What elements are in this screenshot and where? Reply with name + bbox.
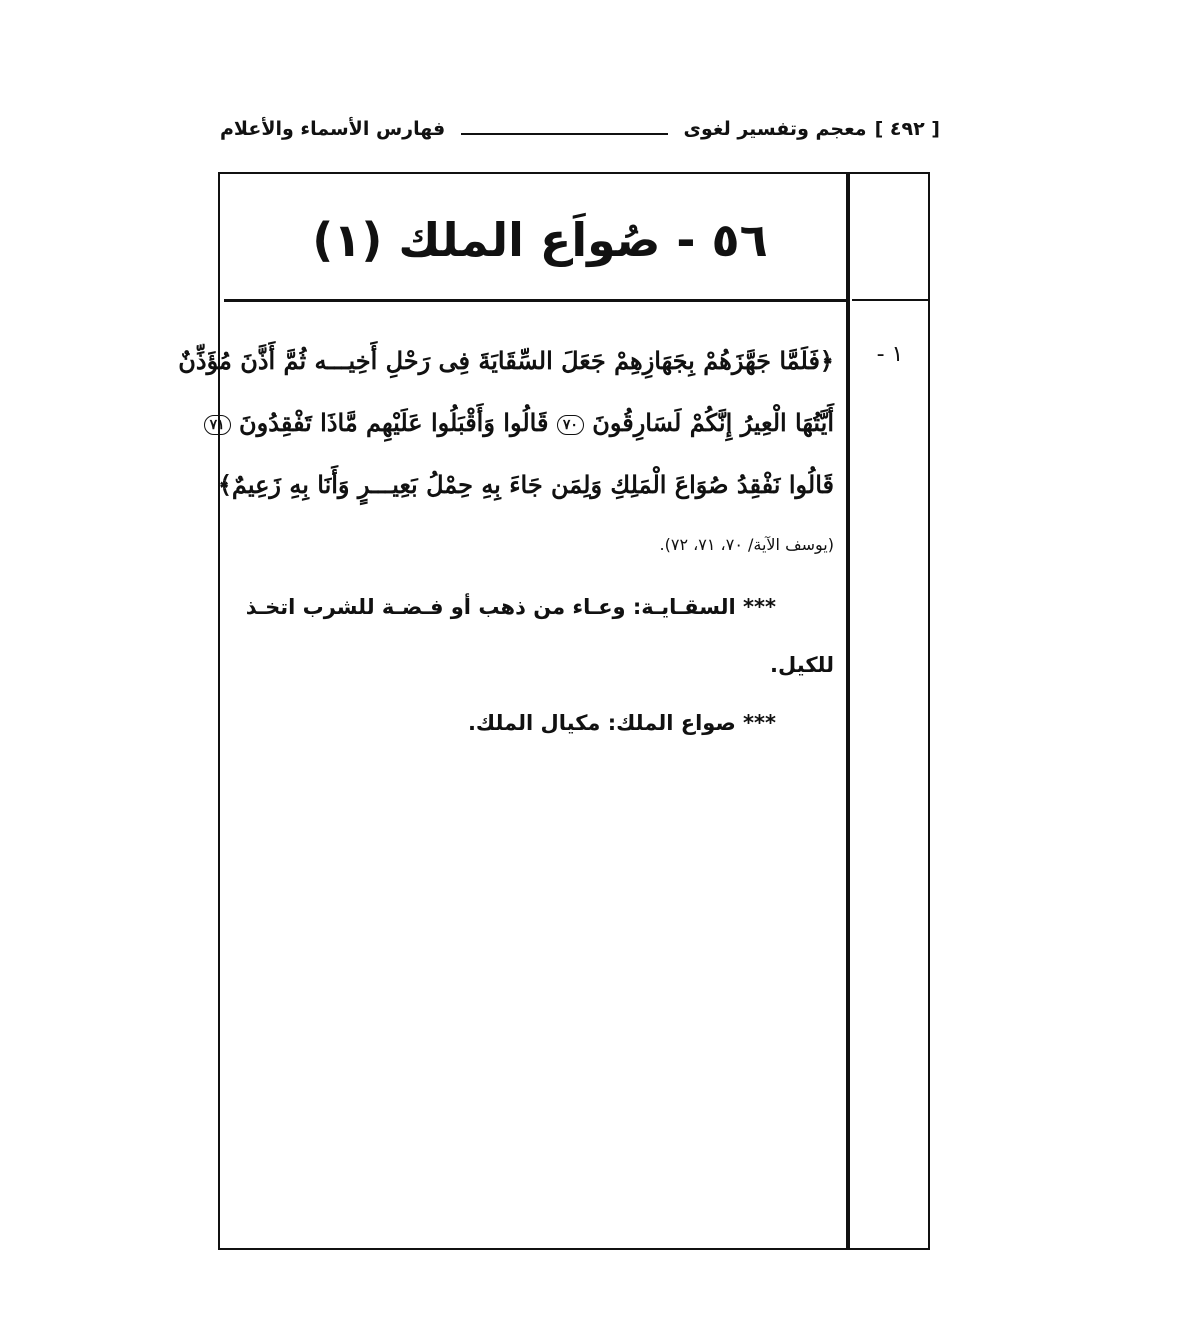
book-title: معجم وتفسير لغوى — [683, 118, 867, 140]
gloss-definition: *** صواع الملك: مكيال الملك. — [467, 711, 776, 735]
number-column-header — [852, 174, 928, 302]
gloss-definition-continuation: للكيل. — [770, 653, 834, 677]
gloss-definition: *** السقـايـة: وعـاء من ذهب أو فـضـة للشرب اتخـذ — [245, 595, 776, 619]
running-head — [220, 112, 940, 146]
verse-text: قَالُوا وَأَقْبَلُوا عَلَيْهِم مَّاذَا تَفْقِدُونَ — [239, 408, 549, 437]
section-title: فهارس الأسماء والأعلام — [220, 118, 446, 140]
header-rule — [461, 133, 667, 135]
title-divider — [224, 299, 846, 302]
quran-verse-line: ﴿فَلَمَّا جَهَّزَهُمْ بِجَهَازِهِمْ جَعَلَ السِّقَايَةَ فِى رَحْلِ أَخِيـــه ثُمَّ أَذَّنَ مُؤَذِّنٌ — [178, 346, 834, 375]
page-number: [ ٤٩٢ ] — [874, 118, 940, 140]
entry-title: ٥٦ - صُواَع الملك (١) — [312, 213, 768, 267]
entry-content — [178, 330, 834, 752]
quran-verse-line: قَالُوا نَفْقِدُ صُوَاعَ الْمَلِكِ وَلِمَن جَاءَ بِهِ حِمْلُ بَعِيـــرٍ وَأَنَا بِهِ زَعِيمٌ﴾ — [217, 470, 834, 499]
ayah-number-marker: ٧٠ — [557, 415, 584, 435]
item-number: ١ - — [876, 342, 904, 367]
number-column-rule — [852, 299, 928, 301]
verse-text: أَيَّتُهَا الْعِيرُ إِنَّكُمْ لَسَارِقُونَ — [592, 408, 834, 437]
verse-citation: (يوسف الآية/ ٧٠، ٧١، ٧٢). — [659, 535, 834, 554]
column-divider — [846, 174, 850, 1248]
quran-verse-line — [209, 392, 834, 454]
ayah-number-marker: ٧١ — [204, 415, 231, 435]
entry-frame — [178, 172, 930, 1250]
